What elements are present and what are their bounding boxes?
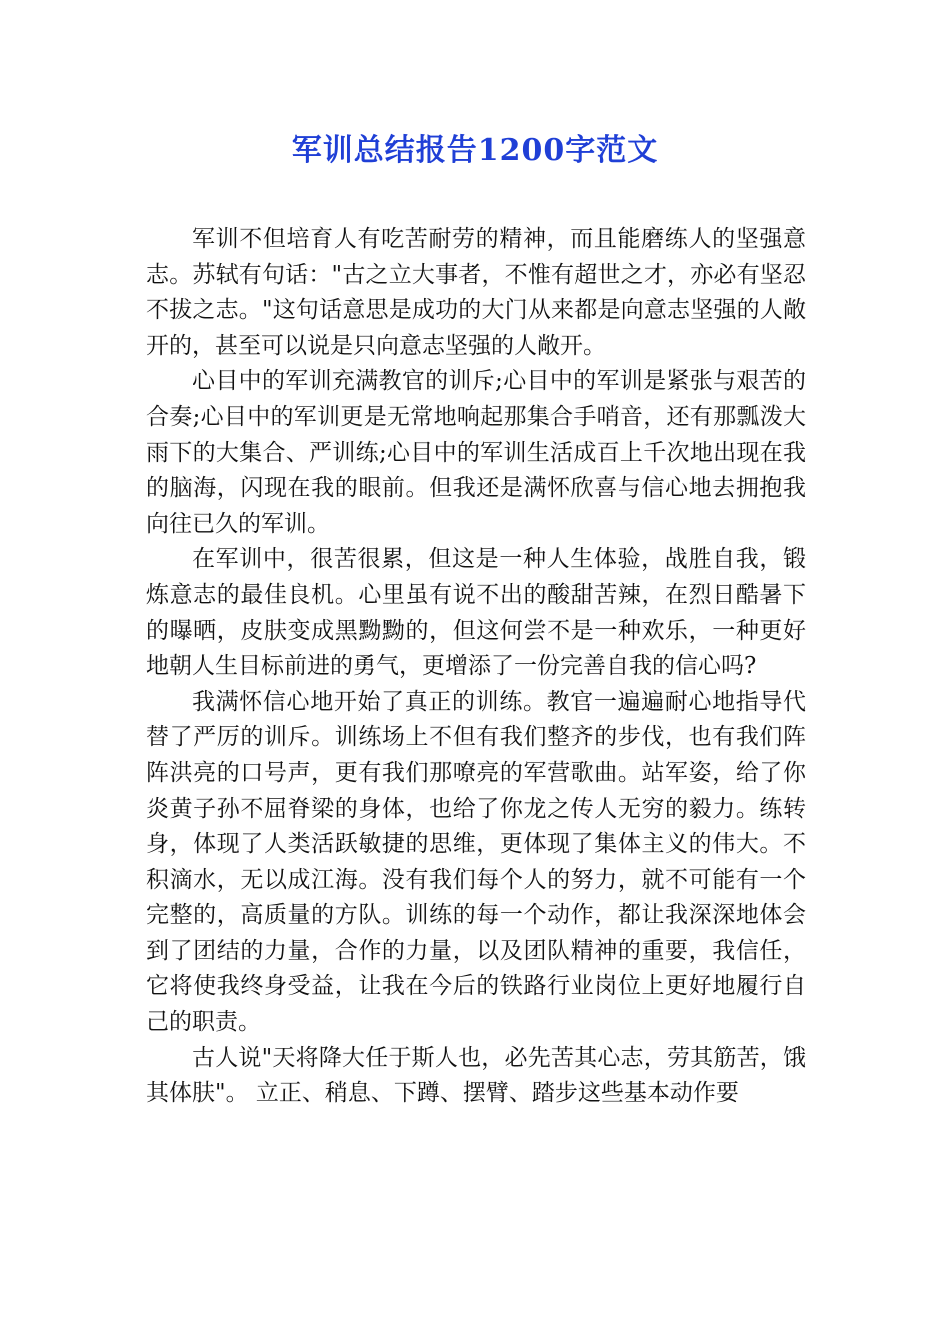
paragraph-5: 古人说"天将降大任于斯人也，必先苦其心志，劳其筋苦，饿其体肤"。 立正、稍息、下蹲、摆臂、踏步这些基本动作要 xyxy=(146,1044,806,1107)
paragraph-4: 我满怀信心地开始了真正的训练。教官一遍遍耐心地指导代替了严厉的训斥。训练场上不但有我们整齐的步伐，也有我们阵阵洪亮的口号声，更有我们那嘹亮的军营歌曲。站军姿，给了你炎黄子孙不屈脊梁的身体，也给了你龙之传人无穷的毅力。练转身，体现了人类活跃敏捷的思维，更体现了集体主义的伟大。不积滴水，无以成江海。没有我们每个人的努力，就不可能有一个完整的，高质量的方队。训练的每一个动作，都让我深深地体会到了团结的力量，合作的力量，以及团队精神的重要，我信任，它将使我终身受益，让我在今后的铁路行业岗位上更好地履行自己的职责。 xyxy=(146,688,806,1036)
document-body xyxy=(146,222,806,1112)
paragraph-1: 军训不但培育人有吃苦耐劳的精神，而且能磨练人的坚强意志。苏轼有句话："古之立大事者，不惟有超世之才，亦必有坚忍不拔之志。"这句话意思是成功的大门从来都是向意志坚强的人敞开的，甚至可以说是只向意志坚强的人敞开。 xyxy=(146,226,806,359)
paragraph-2: 心目中的军训充满教官的训斥;心目中的军训是紧张与艰苦的合奏;心目中的军训更是无常地响起那集合手哨音，还有那瓢泼大雨下的大集合、严训练;心目中的军训生活成百上千次地出现在我的脑海，闪现在我的眼前。但我还是满怀欣喜与信心地去拥抱我向往已久的军训。 xyxy=(146,368,806,537)
document-title: 军训总结报告1200字范文 xyxy=(291,133,659,168)
paragraph-3: 在军训中，很苦很累，但这是一种人生体验，战胜自我，锻炼意志的最佳良机。心里虽有说不出的酸甜苦辣，在烈日酷暑下的曝晒，皮肤变成黑黝黝的，但这何尝不是一种欢乐，一种更好地朝人生目标前进的勇气，更增添了一份完善自我的信心吗? xyxy=(146,546,806,680)
